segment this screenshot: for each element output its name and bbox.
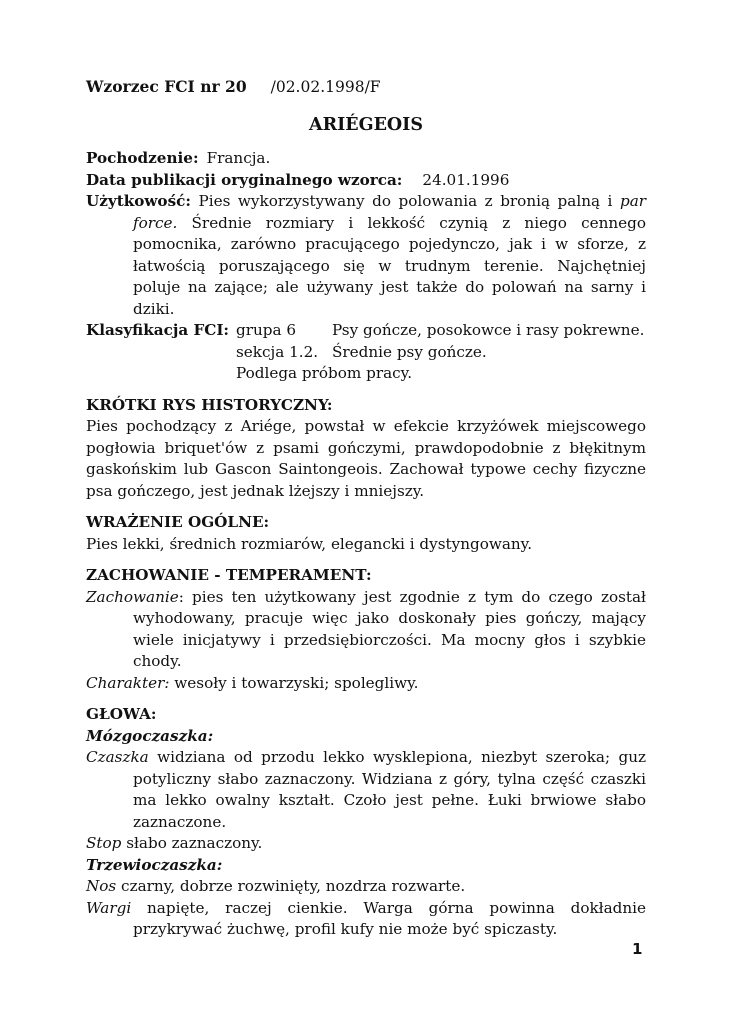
stop-paragraph [86, 833, 646, 855]
stop-text: słabo zaznaczony. [121, 834, 263, 852]
stop-term: Stop [86, 834, 122, 852]
classification-note: Podlega próbom pracy. [236, 364, 413, 382]
character-term: Charakter: [86, 673, 170, 692]
behaviour-term: Zachowanie [86, 587, 179, 606]
lips-paragraph [86, 898, 646, 941]
facial-heading: Trzewioczaszka: [86, 855, 223, 874]
behaviour-heading: ZACHOWANIE - TEMPERAMENT: [86, 566, 372, 584]
page-number: 1 [632, 940, 643, 958]
lips-text: napięte, raczej cienkie. Warga górna powinna dokładnie przykrywać żuchwę, profil kufy nie może być spiczasty. [131, 898, 646, 938]
classification-block [86, 320, 646, 385]
classification-group-code: grupa 6 [236, 321, 297, 339]
skull-text: widziana od przodu lekko wysklepiona, niezbyt szeroka; guz potyliczny słabo zaznaczony. Widziana z góry, tylna część czaszki ma lekko owalny kształt. Czoło jest pełne. Łuki brwiowe słabo zaznaczone. [133, 748, 646, 831]
classification-grid [236, 320, 644, 385]
character-text: wesoły i towarzyski; spolegliwy. [169, 673, 419, 692]
document-page [86, 76, 646, 941]
nose-paragraph [86, 876, 646, 898]
origin-label: Pochodzenie: [86, 149, 199, 167]
lips-term: Wargi [86, 898, 132, 917]
nose-text: czarny, dobrze rozwinięty, nozdrza rozwarte. [116, 877, 466, 895]
utility-italic: par force. [133, 192, 647, 232]
standard-number: Wzorzec FCI nr 20 [86, 77, 247, 96]
history-heading: KRÓTKI RYS HISTORYCZNY: [86, 395, 333, 414]
publication-value: 24.01.1996 [422, 170, 510, 189]
nose-term: Nos [86, 877, 117, 895]
classification-label: Klasyfikacja FCI: [86, 321, 230, 339]
utility-text-before: Pies wykorzystywany do polowania z bronią palną i [198, 192, 620, 210]
publication-label: Data publikacji oryginalnego wzorca: [86, 170, 403, 189]
classification-group-name: Psy gończe, posokowce i rasy pokrewne. [332, 321, 645, 339]
behaviour-paragraph [86, 587, 646, 673]
origin-line [86, 148, 646, 170]
general-text: Pies lekki, średnich rozmiarów, elegancki i dystyngowany. [86, 534, 533, 553]
skull-paragraph [86, 747, 646, 833]
behaviour-text: : pies ten użytkowany jest zgodnie z tym do czego został wyhodowany, pracuje więc jako doskonały pies gończy, mający wiele inicjatywy i przedsiębiorczości. Ma mocny głos i szybkie chody. [133, 587, 646, 670]
publication-line [86, 170, 646, 192]
utility-paragraph [86, 191, 646, 320]
document-header [86, 76, 646, 99]
origin-value: Francja. [206, 149, 271, 167]
breed-title: ARIÉGEOIS [309, 114, 423, 135]
classification-section-code: sekcja 1.2. [236, 342, 319, 361]
standard-date-code: /02.02.1998/F [270, 78, 381, 96]
utility-text-after: Średnie rozmiary i lekkość czynią z niego cennego pomocnika, zarówno pracującego pojedynczo, jak i w sforze, z łatwością poruszającego się w trudnym terenie. Najchętniej poluje na zające; ale używany jest także do polowań na sarny i dziki. [133, 213, 646, 318]
utility-label: Użytkowość: [86, 192, 191, 210]
history-text: Pies pochodzący z Ariége, powstał w efekcie krzyżówek miejscowego pogłowia briquet'ów z psami gończymi, prawdopodobnie z błękitnym gaskońskim lub Gascon Saintongeois. Zachował typowe cechy fizyczne psa gończego, jest jednak lżejszy i mniejszy. [86, 417, 646, 500]
cranial-heading: Mózgoczaszka: [86, 726, 214, 745]
skull-term: Czaszka [86, 748, 149, 766]
head-heading: GŁOWA: [86, 705, 157, 723]
classification-section-name: Średnie psy gończe. [332, 342, 487, 361]
general-heading: WRAŻENIE OGÓLNE: [86, 513, 270, 531]
character-paragraph [86, 673, 646, 695]
